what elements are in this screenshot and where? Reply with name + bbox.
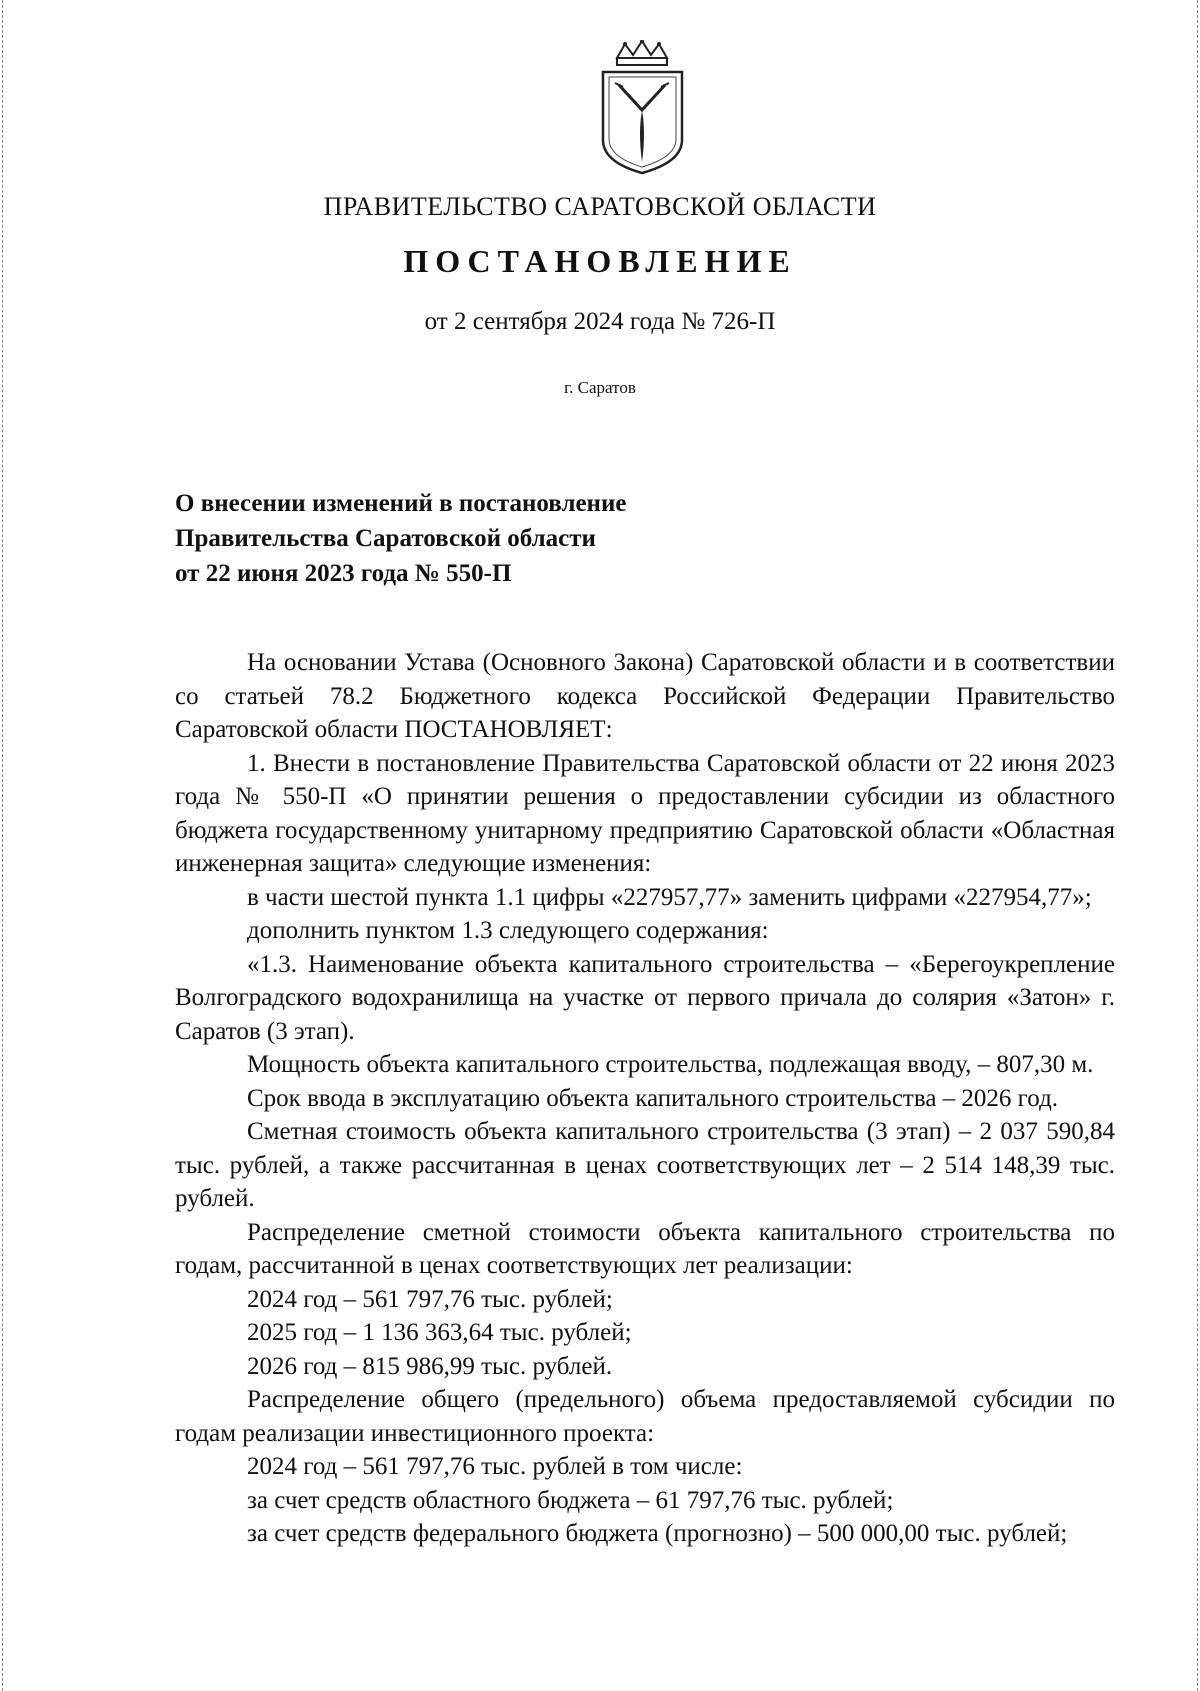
coat-of-arms-emblem (595, 40, 690, 175)
cost-paragraph: Сметная стоимость объекта капитального строительства (3 этап) – 2 037 590,84 тыс. рублей, а также рассчитанная в ценах соответствующих лет – 2 514 148,39 тыс. рублей. (175, 1118, 1115, 1212)
year-line: 2025 год – 1 136 363,64 тыс. рублей; (247, 1319, 632, 1346)
subject-line: О внесении изменений в постановление (175, 490, 627, 517)
document-type-title: ПОСТАНОВЛЕНИЕ (403, 243, 797, 279)
subject-line: Правительства Саратовской области (175, 525, 596, 552)
cost-distribution-paragraph: Распределение сметной стоимости объекта капитального строительства по годам, рассчитанной в ценах соответствующих лет реализации: (175, 1218, 1115, 1279)
clause-1-paragraph: 1. Внести в постановление Правительства Саратовской области от 22 июня 2023 года № 550-П «О принятии решения о предоставлении субсидии из областного бюджета государственному унитарному предприятию Саратовской области «Областная инженерная защита» следующие изменения: (175, 749, 1115, 877)
funding-line: за счет средств федерального бюджета (прогнозно) – 500 000,00 тыс. рублей; (247, 1520, 1068, 1547)
issuing-authority: ПРАВИТЕЛЬСТВО САРАТОВСКОЙ ОБЛАСТИ (323, 192, 877, 221)
capacity-paragraph: Мощность объекта капитального строительства, подлежащая вводу, – 807,30 м. (247, 1051, 1094, 1078)
amendment-paragraph: в части шестой пункта 1.1 цифры «227957,77» заменить цифрами «227954,77»; (247, 883, 1092, 911)
document-subject (175, 486, 775, 591)
year-line: 2024 год – 561 797,76 тыс. рублей; (247, 1285, 613, 1313)
document-date-number: от 2 сентября 2024 года № 726-П (424, 308, 776, 335)
clause-1-3-paragraph: «1.3. Наименование объекта капитального строительства – «Берегоукрепление Волгоградского водохранилища на участке от первого причала до солярия «Затон» г. Саратов (3 этап). (175, 950, 1115, 1045)
subsidy-distribution-paragraph: Распределение общего (предельного) объема предоставляемой субсидии по годам реализации инвестиционного проекта: (175, 1386, 1115, 1447)
amendment-paragraph: дополнить пунктом 1.3 следующего содержания: (247, 917, 769, 944)
subject-line: от 22 июня 2023 года № 550-П (175, 560, 512, 587)
document-body (175, 646, 1115, 1551)
year-line: 2026 год – 815 986,99 тыс. рублей. (247, 1352, 613, 1380)
funding-line: за счет средств областного бюджета – 61 797,76 тыс. рублей; (247, 1486, 894, 1514)
year-line: 2024 год – 561 797,76 тыс. рублей в том числе: (247, 1453, 743, 1480)
deadline-paragraph: Срок ввода в эксплуатацию объекта капитального строительства – 2026 год. (247, 1084, 1059, 1112)
document-city: г. Саратов (564, 378, 636, 397)
preamble-paragraph: На основании Устава (Основного Закона) Саратовской области и в соответствии со статьей 78.2 Бюджетного кодекса Российской Федерации Правительство Саратовской области ПОСТАНОВЛЯЕТ: (175, 649, 1115, 743)
